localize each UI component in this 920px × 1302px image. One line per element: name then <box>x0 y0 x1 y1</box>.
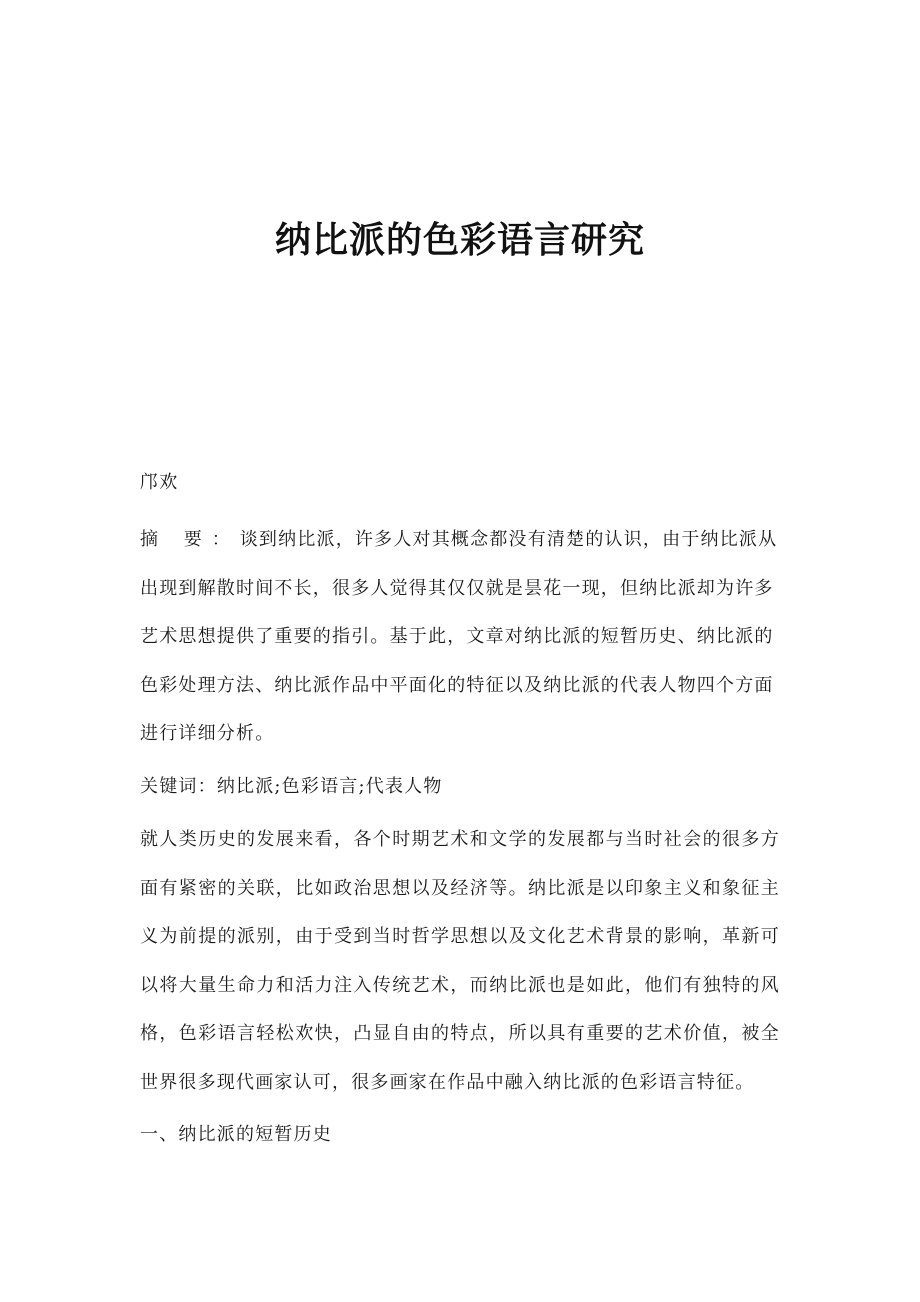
keywords-text: 纳比派;色彩语言;代表人物 <box>216 775 443 797</box>
section-heading: 一、纳比派的短暂历史 <box>140 1123 332 1145</box>
abstract-paragraph <box>140 516 780 759</box>
keywords-label: 关键词： <box>140 775 217 797</box>
intro-paragraph: 就人类历史的发展来看，各个时期艺术和文学的发展都与当时社会的很多方面有紧密的关联，比如政治思想以及经济等。纳比派是以印象主义和象征主义为前提的派别，由于受到当时哲学思想以及文化艺术背景的影响，革新可以将大量生命力和活力注入传统艺术，而纳比派也是如此，他们有独特的风格，色彩语言轻松欢快，凸显自由的特点，所以具有重要的艺术价值，被全世界很多现代画家认可，很多画家在作品中融入纳比派的色彩语言特征。 <box>140 828 780 1093</box>
abstract-text: 谈到纳比派，许多人对其概念都没有清楚的认识，由于纳比派从出现到解散时间不长，很多人觉得其仅仅就是昙花一现，但纳比派却为许多艺术思想提供了重要的指引。基于此，文章对纳比派的短暂历史、纳比派的色彩处理方法、纳比派作品中平面化的特征以及纳比派的代表人物四个方面进行详细分析。 <box>140 529 778 745</box>
document-body <box>140 465 780 1153</box>
keywords-line <box>140 769 780 805</box>
document-title: 纳比派的色彩语言研究 <box>274 219 645 261</box>
abstract-label: 摘 要： <box>140 529 240 550</box>
author-name: 邝欢 <box>140 472 179 493</box>
